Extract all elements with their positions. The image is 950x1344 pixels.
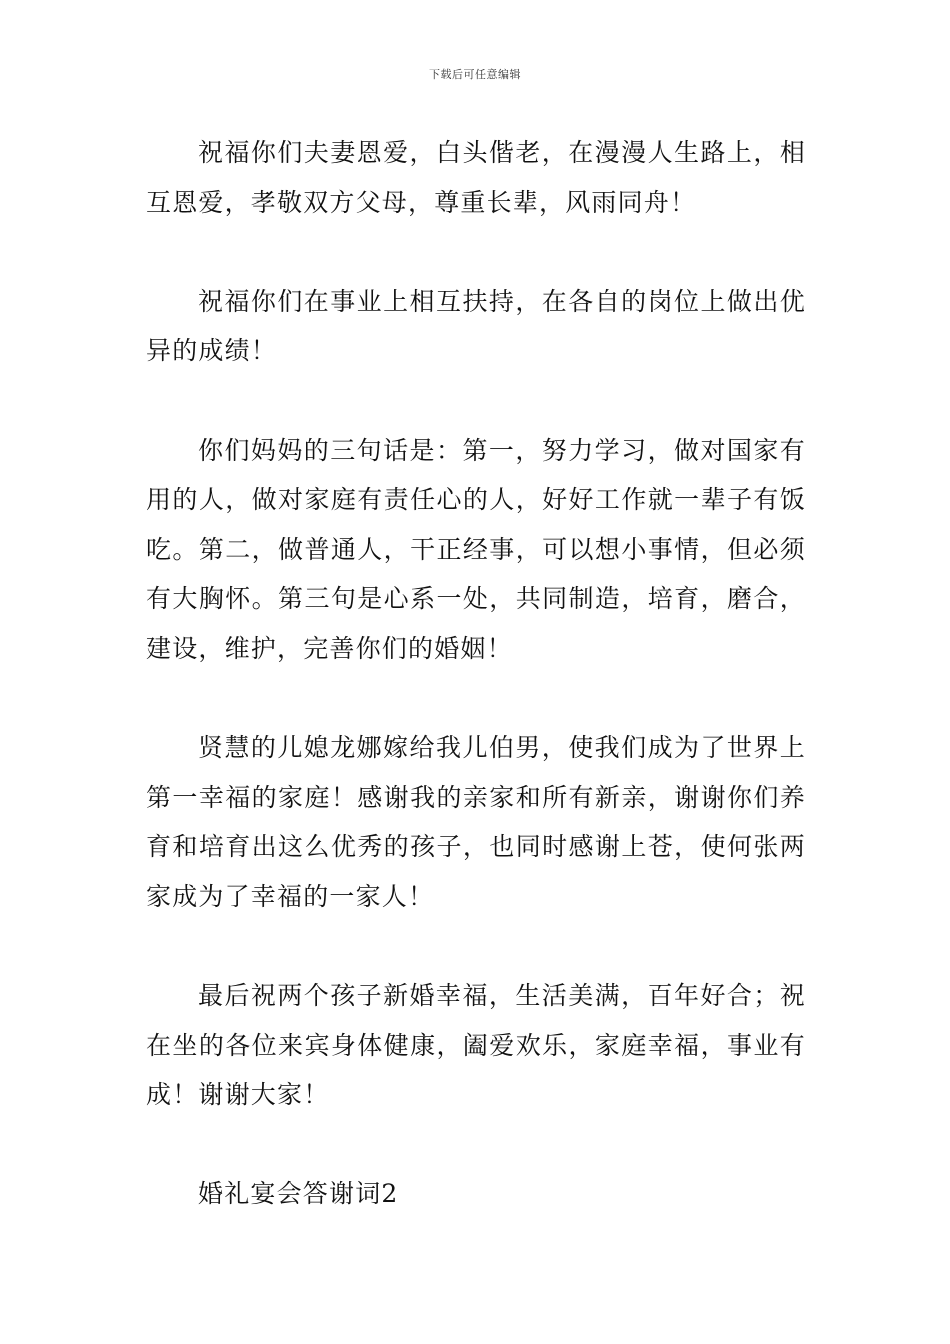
paragraph-blessing-marriage: 祝福你们夫妻恩爱，白头偕老，在漫漫人生路上，相互恩爱，孝敬双方父母，尊重长辈，风雨同舟！ [146, 138, 806, 217]
document-body [146, 128, 806, 1219]
paragraph-mother-three-sayings: 你们妈妈的三句话是：第一，努力学习，做对国家有用的人，做对家庭有责任心的人，好好工作就一辈子有饭吃。第二，做普通人，干正经事，可以想小事情，但必须有大胸怀。第三句是心系一处，共同制造，培育，磨合，建设，维护，完善你们的婚姻！ [146, 435, 806, 663]
section-heading: 婚礼宴会答谢词2 [198, 1179, 399, 1209]
paragraph-closing-wishes: 最后祝两个孩子新婚幸福，生活美满，百年好合；祝在坐的各位来宾身体健康，阖爱欢乐，家庭幸福，事业有成！谢谢大家！ [146, 981, 806, 1110]
page-header-note: 下载后可任意编辑 [429, 68, 521, 81]
paragraph-thanks-family: 贤慧的儿媳龙娜嫁给我儿伯男，使我们成为了世界上第一幸福的家庭！感谢我的亲家和所有新亲，谢谢你们养育和培育出这么优秀的孩子，也同时感谢上苍，使何张两家成为了幸福的一家人！ [146, 733, 806, 911]
paragraph-blessing-career: 祝福你们在事业上相互扶持，在各自的岗位上做出优异的成绩！ [146, 286, 806, 366]
